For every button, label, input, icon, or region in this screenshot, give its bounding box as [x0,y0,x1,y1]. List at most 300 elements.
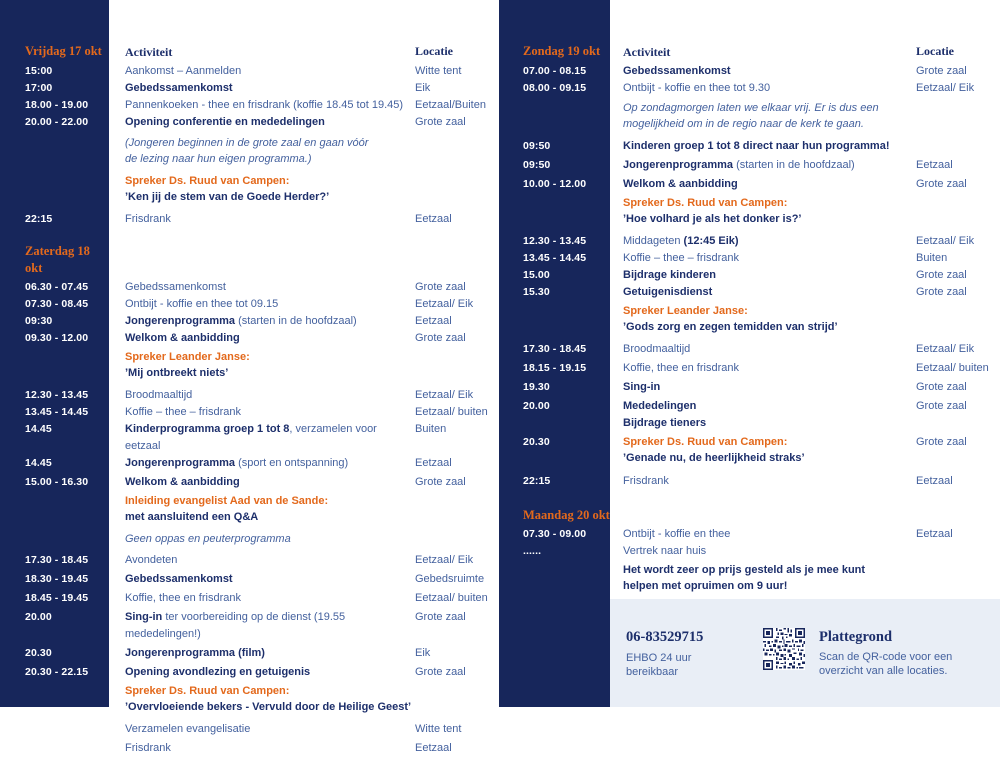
activity-line [125,493,415,510]
time-label: 09:50 [523,159,551,171]
activity-text: Geen oppas en peuterprogramma [125,533,291,545]
activity-text: Koffie – thee – frisdrank [125,406,241,418]
schedule-row [0,571,499,588]
location-label: Eetzaal/ Eik [916,82,975,94]
activity-cell [610,360,916,377]
activity-line [125,645,415,662]
day-header-row [499,507,1000,524]
activity-line [623,526,916,543]
location-label: Eetzaal/Buiten [415,99,486,111]
schedule-row [0,664,499,681]
schedule-row [0,63,499,80]
activity-cell [610,398,916,415]
time-label: 12.30 - 13.45 [523,235,587,247]
activity-cell [610,379,916,396]
time-label: 06.30 - 07.45 [25,281,89,293]
day-section-zondag [499,43,1000,490]
time-label: 19.30 [523,381,550,393]
activity-line [125,721,415,738]
activity-text: helpen met opruimen om 9 uur! [623,580,788,592]
location-label: Grote zaal [415,611,466,623]
day-section-maandag [499,507,1000,595]
activity-cell [610,562,916,595]
ehbo-line-2: bereikbaar [626,666,678,678]
schedule-row [499,267,1000,284]
activity-line [125,152,415,169]
time-label: 22:15 [523,475,551,487]
activity-text: Gebedssamenkomst [125,573,233,585]
schedule-row [0,296,499,313]
activity-text: Opening conferentie en mededelingen [125,116,325,128]
activity-cell [109,552,415,569]
map-info-block [819,628,952,707]
location-label: Eetzaal/ Eik [916,343,975,355]
schedule-row [0,531,499,548]
schedule-row [0,683,499,716]
activity-text: Spreker Ds. Ruud van Campen: [623,196,788,209]
location-label: Grote zaal [916,286,967,298]
activity-text: Gebedssamenkomst [623,65,731,77]
schedule-row [0,279,499,296]
schedule-row [0,721,499,738]
schedule-row [0,455,499,472]
schedule-row [499,415,1000,432]
column-header-activity: Activiteit [623,45,671,59]
activity-line [125,349,415,366]
activity-text: Middageten [623,235,684,247]
activity-text: (Jongeren beginnen in de grote zaal en gaan vóór [125,136,369,149]
schedule-row [499,473,1000,490]
schedule-row [0,645,499,662]
qr-code-image [763,628,805,670]
activity-cell [109,493,415,526]
activity-line [125,404,415,421]
activity-line [125,590,415,607]
activity-text: Spreker Leander Janse: [623,304,748,317]
activity-text: , verzamelen voor eetzaal [125,423,377,452]
schedule-row [0,114,499,131]
activity-line [125,97,415,114]
time-label: 17.30 - 18.45 [523,343,587,355]
program-page-right [499,0,1000,707]
time-label: 22:15 [25,742,53,754]
location-label: Eetzaal/ buiten [415,406,488,418]
schedule-row [0,349,499,382]
activity-cell [109,683,415,716]
activity-cell [610,473,916,490]
activity-text: ’Ken jij de stem van de Goede Herder?’ [125,191,330,203]
schedule-row [499,100,1000,133]
time-label: 12.30 - 13.45 [25,389,89,401]
activity-text: Jongerenprogramma [623,159,734,171]
time-label: ...... [523,545,542,557]
schedule-row [499,379,1000,396]
map-title: Plattegrond [819,629,893,645]
activity-cell [109,211,415,228]
schedule-row [0,609,499,643]
activity-text: ’Mij ontbreekt niets’ [125,367,229,379]
activity-cell [109,114,415,131]
activity-line [125,366,415,383]
phone-number: 06-83529715 [626,629,704,645]
activity-cell [610,195,916,228]
activity-text: Aankomst – Aanmelden [125,65,242,77]
activity-text: Jongerenprogramma [125,457,236,469]
time-label: 18.00 - 19.00 [25,99,89,111]
location-label: Grote zaal [415,476,466,488]
activity-cell [109,421,415,455]
location-label: Eetzaal [415,742,452,754]
activity-text: Mededelingen [623,400,697,412]
activity-line [125,683,415,700]
activity-line [623,360,916,377]
activity-text: Inleiding evangelist Aad van de Sande: [125,494,329,507]
location-label: Eik [415,647,431,659]
activity-cell [109,349,415,382]
activity-line [623,63,916,80]
activity-text: Het wordt zeer op prijs gesteld als je mee kunt [623,563,866,576]
time-label: 20.30 [523,436,550,448]
activity-line [125,552,415,569]
time-label: 07.30 - 08.45 [25,298,89,310]
activity-line [623,341,916,358]
day-section-vrijdag [0,43,499,228]
location-label: Grote zaal [415,116,466,128]
schedule-row [0,313,499,330]
activity-cell [109,387,415,404]
activity-text: Spreker Ds. Ruud van Campen: [125,174,290,187]
schedule-row [0,135,499,168]
location-label: Grote zaal [916,269,967,281]
time-label: 15:00 [25,65,53,77]
time-label: 17.30 - 18.45 [25,554,89,566]
activity-text: Gebedssamenkomst [125,82,233,94]
schedule-row [0,590,499,607]
schedule-row [499,303,1000,336]
schedule-row [0,421,499,455]
time-label: 10.00 - 12.00 [523,178,587,190]
time-label: 09.30 - 12.00 [25,332,89,344]
time-label: 08.00 - 09.15 [523,82,587,94]
activity-text: Gebedssamenkomst [125,281,226,293]
schedule-row [0,173,499,206]
activity-line [125,279,415,296]
schedule-row [0,740,499,757]
activity-text: Welkom & aanbidding [125,332,240,344]
activity-line [623,473,916,490]
program-page-left [0,0,499,754]
schedule-row [499,63,1000,80]
ehbo-line-1: EHBO 24 uur [626,652,692,664]
activity-text: Ontbijt - koffie en thee tot 9.30 [623,82,771,94]
activity-text: ’Genade nu, de heerlijkheid straks’ [623,452,805,464]
time-label: 22:15 [25,723,53,735]
day-label: Vrijdag 17 okt [25,44,102,58]
activity-cell [610,415,916,432]
activity-cell [610,176,916,193]
activity-text: Jongerenprogramma (film) [125,647,265,659]
activity-text: Ontbijt - koffie en thee [623,528,731,540]
activity-line [623,212,916,229]
activity-line [125,421,415,455]
activity-text: Ontbijt - koffie en thee tot 09.15 [125,298,279,310]
location-label: Grote zaal [415,281,466,293]
time-label: 18.30 - 19.45 [25,573,89,585]
map-desc-line-2: overzicht van alle locaties. [819,665,948,677]
activity-cell [109,330,415,347]
activity-text: (sport en ontspanning) [235,457,349,469]
location-label: Gebedsruimte [415,573,485,585]
activity-line [125,740,415,757]
activity-cell [610,526,916,543]
activity-text: Vertrek naar huis [623,545,707,557]
activity-text: Op zondagmorgen laten we elkaar vrij. Er is dus een [623,101,879,114]
time-label: 20.00 [25,611,52,623]
activity-text: Bijdrage kinderen [623,269,716,281]
activity-line [125,330,415,347]
activity-line [623,233,916,250]
activity-line [623,543,916,560]
day-label: Zaterdag 18 okt [25,244,90,275]
activity-text: (12:45 Eik) [683,235,739,247]
schedule-row [499,434,1000,467]
activity-line [125,387,415,404]
activity-text: Koffie, thee en frisdrank [623,362,739,374]
activity-text: Sing-in [623,381,661,393]
activity-cell [109,740,415,757]
activity-cell [109,531,415,548]
schedule-left [0,0,499,757]
activity-line [125,135,415,152]
location-label: Eetzaal/ Eik [916,235,975,247]
activity-line [125,510,415,527]
location-label: Eetzaal/ buiten [415,592,488,604]
activity-text: Frisdrank [125,742,171,754]
schedule-row [499,398,1000,415]
activity-line [623,100,916,117]
activity-line [125,609,415,643]
activity-cell [610,157,916,174]
location-label: Eik [415,82,431,94]
activity-cell [109,474,415,491]
activity-text: ’Overvloeiende bekers - Vervuld door de Heilige Geest’ [125,701,412,713]
activity-line [623,451,916,468]
activity-line [623,303,916,320]
activity-line [623,157,916,174]
activity-text: mogelijkheid om in de regio naar de kerk te gaan. [623,118,864,130]
schedule-row [499,157,1000,174]
activity-line [623,284,916,301]
column-header-location: Locatie [916,44,954,58]
activity-text: Spreker Leander Janse: [125,350,250,363]
activity-text: Kinderen groep 1 tot 8 direct naar hun programma! [623,140,890,152]
activity-cell [109,80,415,97]
schedule-row [0,80,499,97]
activity-text: (starten in de hoofdzaal) [235,315,357,327]
location-label: Witte tent [415,65,462,77]
day-label: Maandag 20 okt [523,508,610,522]
activity-text: Spreker Ds. Ruud van Campen: [125,684,290,697]
activity-cell [109,135,415,168]
schedule-row [0,97,499,114]
activity-text: (starten in de hoofdzaal) [733,159,855,171]
activity-line [125,664,415,681]
column-header-location: Locatie [415,44,453,58]
activity-text: Spreker Ds. Ruud van Campen: [623,435,788,448]
time-label: 13.45 - 14.45 [25,406,89,418]
activity-cell [109,63,415,80]
activity-text: Getuigenisdienst [623,286,713,298]
activity-line [623,117,916,134]
activity-cell [109,404,415,421]
activity-text: Opening avondlezing en getuigenis [125,666,311,678]
location-label: Buiten [415,423,447,435]
activity-cell [109,279,415,296]
location-label: Buiten [916,252,948,264]
activity-line [623,176,916,193]
activity-text: Welkom & aanbidding [623,178,738,190]
activity-line [623,138,916,155]
location-label: Grote zaal [916,65,967,77]
activity-line [623,80,916,97]
activity-text: Sing-in [125,611,163,623]
activity-cell [610,138,916,155]
activity-text: Pannenkoeken - thee en frisdrank (koffie 18.45 tot 19.45) [125,99,404,111]
activity-text: Koffie – thee – frisdrank [623,252,739,264]
column-header-activity-cell [610,43,916,61]
activity-text: Welkom & aanbidding [125,476,240,488]
activity-line [623,267,916,284]
schedule-row [0,211,499,228]
activity-cell [109,664,415,681]
schedule-row [499,526,1000,543]
schedule-row [499,138,1000,155]
activity-text: Frisdrank [623,475,669,487]
activity-text: Bijdrage tieners [623,417,707,429]
column-header-location-cell [916,43,1000,61]
location-label: Eetzaal [916,475,953,487]
schedule-row [0,330,499,347]
activity-cell [610,100,916,133]
activity-line [125,531,415,548]
activity-cell [109,590,415,607]
day-section-zaterdag [0,243,499,757]
activity-cell [109,173,415,206]
activity-line [623,434,916,451]
activity-line [623,320,916,337]
activity-line [125,313,415,330]
time-label: 18.15 - 19.15 [523,362,587,374]
activity-cell [109,609,415,643]
time-label: 07.00 - 08.15 [523,65,587,77]
location-label: Eetzaal/ Eik [415,298,474,310]
schedule-row [499,80,1000,97]
activity-text: met aansluitend een Q&A [125,511,259,523]
schedule-row [499,360,1000,377]
schedule-row [499,250,1000,267]
emergency-contact-block [626,628,744,707]
schedule-row [0,552,499,569]
activity-line [125,474,415,491]
activity-line [125,190,415,207]
column-header-location-cell [415,43,499,61]
column-header-activity: Activiteit [125,45,173,59]
activity-cell [610,303,916,336]
activity-cell [109,313,415,330]
footer-info-panel [610,599,1000,707]
location-label: Eetzaal [415,457,452,469]
activity-cell [610,284,916,301]
activity-cell [109,455,415,472]
activity-line [125,80,415,97]
location-label: Eetzaal [916,159,953,171]
schedule-row [499,562,1000,595]
schedule-row [0,387,499,404]
activity-line [623,579,916,596]
activity-text: Verzamelen evangelisatie [125,723,251,735]
location-label: Eetzaal/ Eik [415,554,474,566]
time-label: 13.45 - 14.45 [523,252,587,264]
time-label: 17:00 [25,82,53,94]
time-label: 15.00 [523,269,550,281]
location-label: Grote zaal [415,332,466,344]
activity-cell [109,571,415,588]
time-label: 20.30 [25,647,52,659]
location-label: Grote zaal [916,381,967,393]
time-label: 14.45 [25,457,52,469]
activity-text: ’Gods zorg en zegen temidden van strijd’ [623,321,838,333]
activity-line [125,571,415,588]
activity-line [623,195,916,212]
time-label: 22:15 [25,213,53,225]
activity-line [125,63,415,80]
ehbo-availability [626,651,744,679]
activity-line [125,700,415,717]
schedule-row [0,404,499,421]
location-label: Grote zaal [415,666,466,678]
day-header-row [0,43,499,61]
location-label: Eetzaal [916,528,953,540]
location-label: Eetzaal [415,315,452,327]
column-header-activity-cell [109,43,415,61]
activity-text: Broodmaaltijd [125,389,193,401]
activity-line [125,114,415,131]
schedule-row [499,284,1000,301]
activity-text: Broodmaaltijd [623,343,691,355]
location-label: Grote zaal [916,436,967,448]
activity-text: ’Hoe volhard je als het donker is?’ [623,213,802,225]
schedule-row [499,176,1000,193]
time-label: 07.30 - 09.00 [523,528,587,540]
day-header-row [0,243,499,277]
activity-text: Kinderprogramma groep 1 tot 8 [125,423,290,435]
location-label: Eetzaal/ Eik [415,389,474,401]
schedule-row [499,543,1000,560]
activity-cell [610,63,916,80]
activity-text: Koffie, thee en frisdrank [125,592,241,604]
activity-cell [610,80,916,97]
activity-line [125,296,415,313]
schedule-right [499,0,1000,595]
activity-text: Frisdrank [125,213,171,225]
activity-line [125,211,415,228]
day-header-row [499,43,1000,61]
activity-cell [610,267,916,284]
time-label: 09:30 [25,315,53,327]
activity-cell [610,233,916,250]
time-label: 09:50 [523,140,551,152]
activity-line [125,455,415,472]
